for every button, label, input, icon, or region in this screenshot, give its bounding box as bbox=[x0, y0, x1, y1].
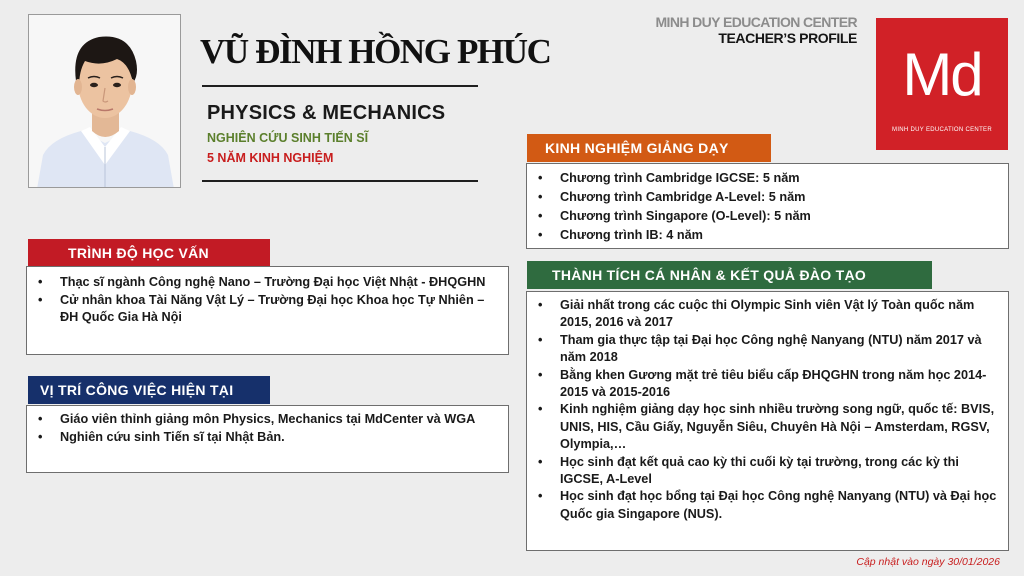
current-position-item: • Nghiên cứu sinh Tiến sĩ tại Nhật Bản. bbox=[35, 429, 500, 447]
education-header: TRÌNH ĐỘ HỌC VẤN bbox=[28, 239, 270, 267]
last-updated-note: Cập nhật vào ngày 30/01/2026 bbox=[856, 556, 1000, 568]
achievements-box bbox=[526, 291, 1009, 551]
current-position-list bbox=[35, 411, 500, 446]
center-logo bbox=[876, 18, 1008, 150]
achievement-item: • Giải nhất trong các cuộc thi Olympic Sinh viên Vật lý Toàn quốc năm 2015, 2016 và 2017 bbox=[535, 297, 1000, 332]
teaching-experience-item: • Chương trình IB: 4 năm bbox=[535, 226, 1000, 245]
education-item: • Cử nhân khoa Tài Năng Vật Lý – Trường Đại học Khoa học Tự Nhiên – ĐH Quốc Gia Hà Nội bbox=[35, 292, 500, 327]
achievements-list bbox=[535, 297, 1000, 523]
current-position-header: VỊ TRÍ CÔNG VIỆC HIỆN TẠI bbox=[28, 376, 270, 404]
degree-label: NGHIÊN CỨU SINH TIẾN SĨ bbox=[207, 131, 369, 145]
achievements-header: THÀNH TÍCH CÁ NHÂN & KẾT QUẢ ĐÀO TẠO bbox=[527, 261, 932, 289]
teaching-experience-list bbox=[535, 169, 1000, 245]
portrait-illustration bbox=[29, 15, 181, 188]
subject-title: PHYSICS & MECHANICS bbox=[207, 102, 446, 124]
teacher-photo bbox=[28, 14, 181, 188]
achievement-item: • Tham gia thực tập tại Đại học Công nghệ Nanyang (NTU) năm 2017 và năm 2018 bbox=[535, 332, 1000, 367]
experience-years-label: 5 NĂM KINH NGHIỆM bbox=[207, 151, 334, 165]
teaching-experience-box bbox=[526, 163, 1009, 249]
teacher-name: VŨ ĐÌNH HỒNG PHÚC bbox=[200, 32, 551, 71]
education-item: • Thạc sĩ ngành Công nghệ Nano – Trường Đại học Việt Nhật - ĐHQGHN bbox=[35, 274, 500, 292]
teaching-experience-item: • Chương trình Singapore (O-Level): 5 năm bbox=[535, 207, 1000, 226]
divider-top bbox=[202, 85, 478, 87]
teaching-experience-item: • Chương trình Cambridge A-Level: 5 năm bbox=[535, 188, 1000, 207]
current-position-box bbox=[26, 405, 509, 473]
achievement-item: • Học sinh đạt kết quả cao kỳ thi cuối kỳ tại trường, trong các kỳ thi IGCSE, A-Level bbox=[535, 454, 1000, 489]
current-position-item: • Giáo viên thỉnh giảng môn Physics, Mechanics tại MdCenter và WGA bbox=[35, 411, 500, 429]
logo-monogram: Md bbox=[902, 41, 982, 108]
logo-caption: MINH DUY EDUCATION CENTER bbox=[892, 127, 992, 133]
achievement-item: • Bằng khen Gương mặt trẻ tiêu biểu cấp ĐHQGHN trong năm học 2014-2015 và 2015-2016 bbox=[535, 367, 1000, 402]
center-name: MINH DUY EDUCATION CENTER bbox=[655, 14, 857, 30]
divider-bottom bbox=[202, 180, 478, 182]
teaching-experience-item: • Chương trình Cambridge IGCSE: 5 năm bbox=[535, 169, 1000, 188]
education-box bbox=[26, 266, 509, 355]
education-list bbox=[35, 274, 500, 327]
profile-label: TEACHER’S PROFILE bbox=[718, 30, 857, 46]
achievement-item: • Kinh nghiệm giảng dạy học sinh nhiều trường song ngữ, quốc tế: BVIS, UNIS, HIS, Cầu Giấy, Nguyễn Siêu, Chuyên Hà Nội – Amsterdam, RGSV, Olympia,… bbox=[535, 401, 1000, 453]
achievement-item: • Học sinh đạt học bổng tại Đại học Công nghệ Nanyang (NTU) và Đại học Quốc gia Singapore (NUS). bbox=[535, 488, 1000, 523]
teaching-experience-header: KINH NGHIỆM GIẢNG DẠY bbox=[527, 134, 771, 162]
